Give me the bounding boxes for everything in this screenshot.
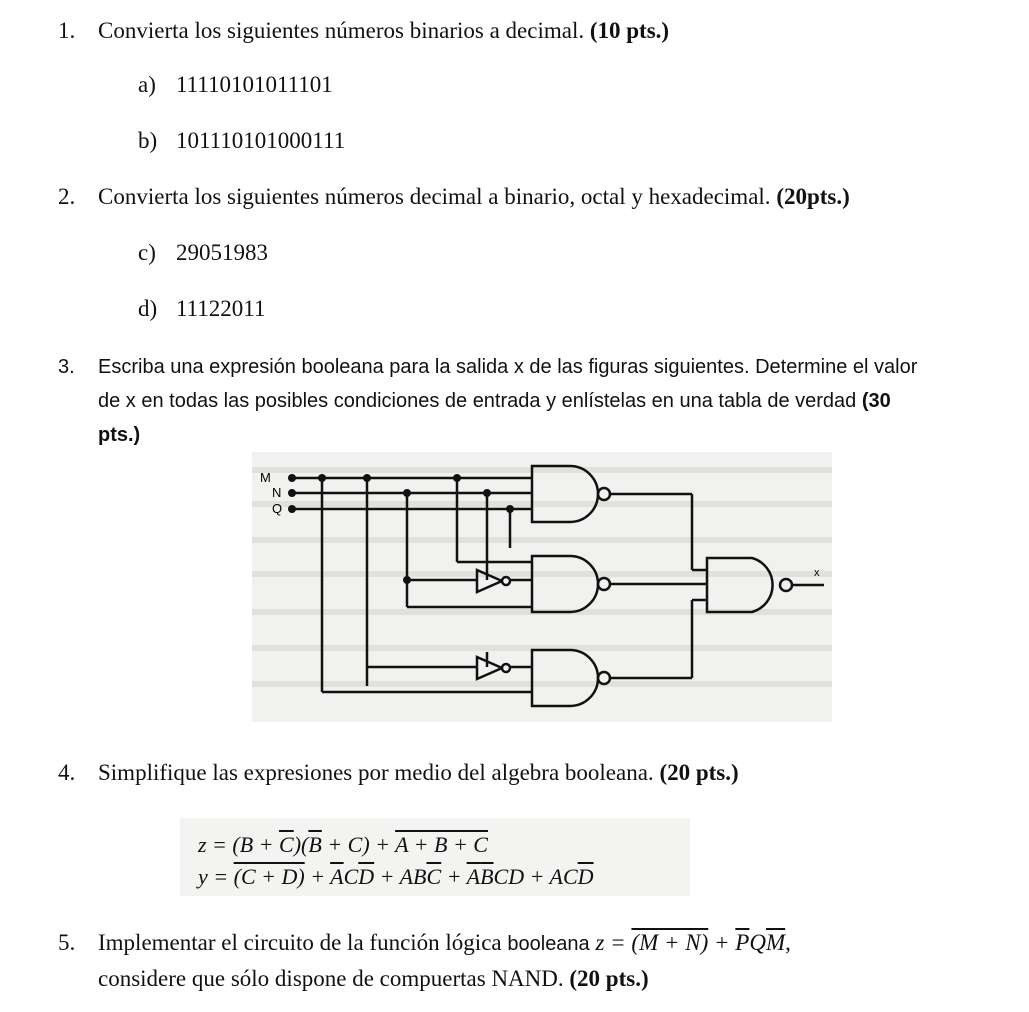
item-label: d) bbox=[138, 296, 158, 321]
question-3 bbox=[58, 350, 917, 452]
equations-box bbox=[180, 818, 690, 896]
question-text-line2: considere que sólo dispone de compuertas NAND. bbox=[98, 966, 564, 991]
question-points: (20 pts.) bbox=[569, 966, 649, 991]
output-label-x: x bbox=[814, 567, 820, 579]
function-expression: $z = (M + N) + \overline{P}Q\overline{M}$, bbox=[595, 930, 791, 955]
question-number: 5. bbox=[58, 930, 76, 955]
item-value: 11122011 bbox=[176, 296, 266, 321]
question-4 bbox=[58, 760, 739, 786]
item-label: a) bbox=[138, 72, 156, 97]
equation-z: $z = (B + \overline{C})(\overline{B} + C) + A + B + C$ bbox=[198, 832, 488, 857]
item-label: c) bbox=[138, 240, 156, 265]
question-number: 1. bbox=[58, 18, 76, 43]
sub-item-c bbox=[138, 240, 268, 266]
sub-item-a bbox=[138, 72, 333, 98]
item-value: 29051983 bbox=[176, 240, 268, 265]
equation-y: $y = (C + D) + \overline{A}C\overline{D} + AB\overline{C} + \overline{A}\overline{B}CD + AC\overline{D}$ bbox=[198, 864, 594, 889]
question-number: 4. bbox=[58, 760, 76, 785]
item-label: b) bbox=[138, 128, 158, 153]
question-points-cont: pts.) bbox=[98, 424, 141, 446]
question-number: 2. bbox=[58, 184, 76, 209]
question-text-line2: de x en todas las posibles condiciones de entrada y enlístelas en una tabla de verdad bbox=[98, 390, 857, 412]
question-5 bbox=[58, 930, 791, 956]
item-value: 11110101011101 bbox=[176, 72, 333, 97]
question-text-line1: Implementar el circuito de la función lógica bbox=[98, 930, 502, 955]
input-label-m: M bbox=[260, 470, 271, 485]
question-5-line2 bbox=[98, 966, 649, 992]
question-number: 3. bbox=[58, 356, 75, 378]
question-word: booleana bbox=[507, 933, 590, 955]
question-points: (10 pts.) bbox=[589, 18, 670, 43]
item-value: 101110101000111 bbox=[176, 128, 346, 153]
question-2 bbox=[58, 184, 850, 210]
logic-circuit-diagram bbox=[252, 452, 832, 722]
input-label-q: Q bbox=[272, 501, 283, 516]
question-points: (20 pts.) bbox=[659, 760, 739, 785]
sub-item-b bbox=[138, 128, 345, 154]
question-text: Convierta los siguientes números binarios a decimal. bbox=[98, 18, 585, 43]
question-1 bbox=[58, 18, 669, 44]
question-points: (20pts.) bbox=[776, 184, 850, 209]
question-text: Simplifique las expresiones por medio del algebra booleana. bbox=[98, 760, 654, 785]
question-text-line1: Escriba una expresión booleana para la salida x de las figuras siguientes. Determine el valor bbox=[98, 356, 918, 378]
question-text: Convierta los siguientes números decimal a binario, octal y hexadecimal. bbox=[98, 184, 771, 209]
input-label-n: N bbox=[272, 485, 282, 500]
question-points: (30 bbox=[861, 390, 891, 412]
sub-item-d bbox=[138, 296, 265, 322]
